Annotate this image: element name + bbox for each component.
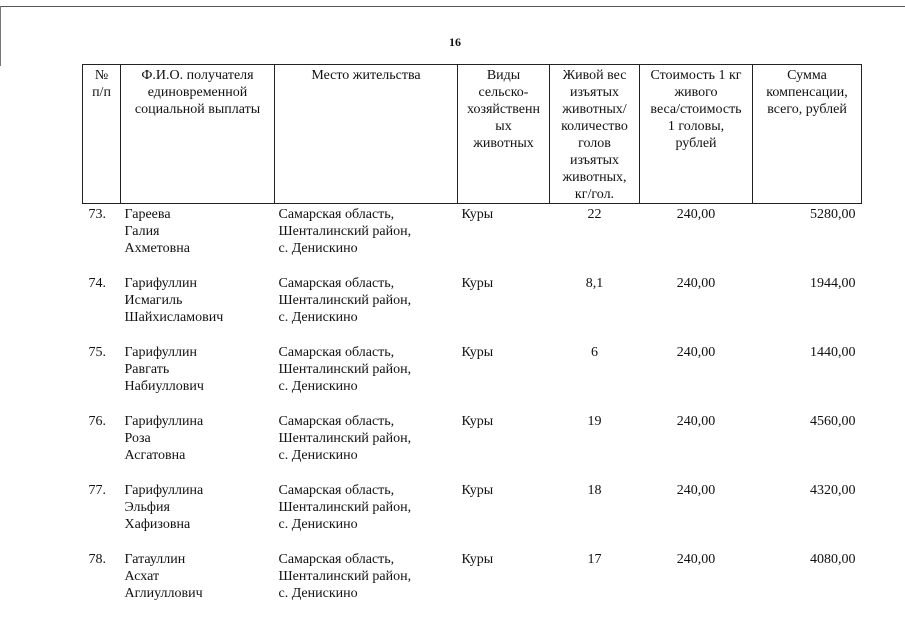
total-sum: 1440,00	[810, 345, 856, 360]
row-number: 75.	[88, 345, 106, 360]
header-number: № п/п	[83, 65, 121, 204]
table-body	[83, 204, 862, 621]
compensation-table	[82, 64, 862, 620]
total-sum: 1944,00	[810, 276, 856, 291]
live-weight: 17	[587, 552, 602, 567]
table-row	[83, 482, 862, 551]
recipient-name: Гарифуллина Роза Асгатовна	[124, 414, 204, 463]
unit-price: 240,00	[676, 345, 716, 360]
live-weight: 18	[587, 483, 602, 498]
animal-kind: Куры	[461, 483, 494, 498]
table-row	[83, 275, 862, 344]
table-row	[83, 204, 862, 276]
table-header	[83, 65, 862, 204]
animal-kind: Куры	[461, 276, 494, 291]
header-recipient-name: Ф.И.О. получателя единовременной социальной выплаты	[121, 65, 275, 204]
total-sum: 5280,00	[810, 207, 856, 222]
total-sum: 4080,00	[810, 552, 856, 567]
recipient-name: Гареева Галия Ахметовна	[124, 207, 190, 256]
unit-price: 240,00	[676, 414, 716, 429]
header-total-sum: Сумма компенсации, всего, рублей	[753, 65, 862, 204]
live-weight: 6	[591, 345, 598, 360]
header-unit-price: Стоимость 1 кг живого веса/стоимость 1 головы, рублей	[640, 65, 753, 204]
recipient-name: Гарифуллина Эльфия Хафизовна	[124, 483, 204, 532]
live-weight: 8,1	[585, 276, 604, 291]
table-row	[83, 551, 862, 620]
row-number: 74.	[88, 276, 106, 291]
animal-kind: Куры	[461, 207, 494, 222]
residence-address: Самарская область, Шенталинский район, с. Денискино	[278, 414, 412, 463]
animal-kind: Куры	[461, 414, 494, 429]
recipient-name: Гарифуллин Равгать Набиуллович	[124, 345, 204, 394]
compensation-table-container	[82, 64, 861, 620]
table-row	[83, 344, 862, 413]
recipient-name: Гатауллин Асхат Аглиуллович	[124, 552, 203, 601]
recipient-name: Гарифуллин Исмагиль Шайхисламович	[124, 276, 224, 325]
residence-address: Самарская область, Шенталинский район, с. Денискино	[278, 552, 412, 601]
animal-kind: Куры	[461, 552, 494, 567]
total-sum: 4560,00	[810, 414, 856, 429]
header-row	[83, 65, 862, 204]
total-sum: 4320,00	[810, 483, 856, 498]
live-weight: 19	[587, 414, 602, 429]
left-border-line	[0, 6, 1, 66]
page-number: 16	[449, 35, 461, 49]
unit-price: 240,00	[676, 276, 716, 291]
unit-price: 240,00	[676, 552, 716, 567]
row-number: 78.	[88, 552, 106, 567]
animal-kind: Куры	[461, 345, 494, 360]
table-row	[83, 413, 862, 482]
row-number: 73.	[88, 207, 106, 222]
header-live-weight: Живой вес изъятых животных/ количество голов изъятых животных, кг/гол.	[550, 65, 640, 204]
row-number: 77.	[88, 483, 106, 498]
unit-price: 240,00	[676, 483, 716, 498]
residence-address: Самарская область, Шенталинский район, с. Денискино	[278, 207, 412, 256]
header-residence: Место жительства	[275, 65, 458, 204]
unit-price: 240,00	[676, 207, 716, 222]
row-number: 76.	[88, 414, 106, 429]
residence-address: Самарская область, Шенталинский район, с. Денискино	[278, 276, 412, 325]
residence-address: Самарская область, Шенталинский район, с. Денискино	[278, 483, 412, 532]
top-border-line	[0, 6, 905, 7]
residence-address: Самарская область, Шенталинский район, с. Денискино	[278, 345, 412, 394]
header-animal-kind: Виды сельско- хозяйственн ых животных	[458, 65, 550, 204]
live-weight: 22	[587, 207, 602, 222]
